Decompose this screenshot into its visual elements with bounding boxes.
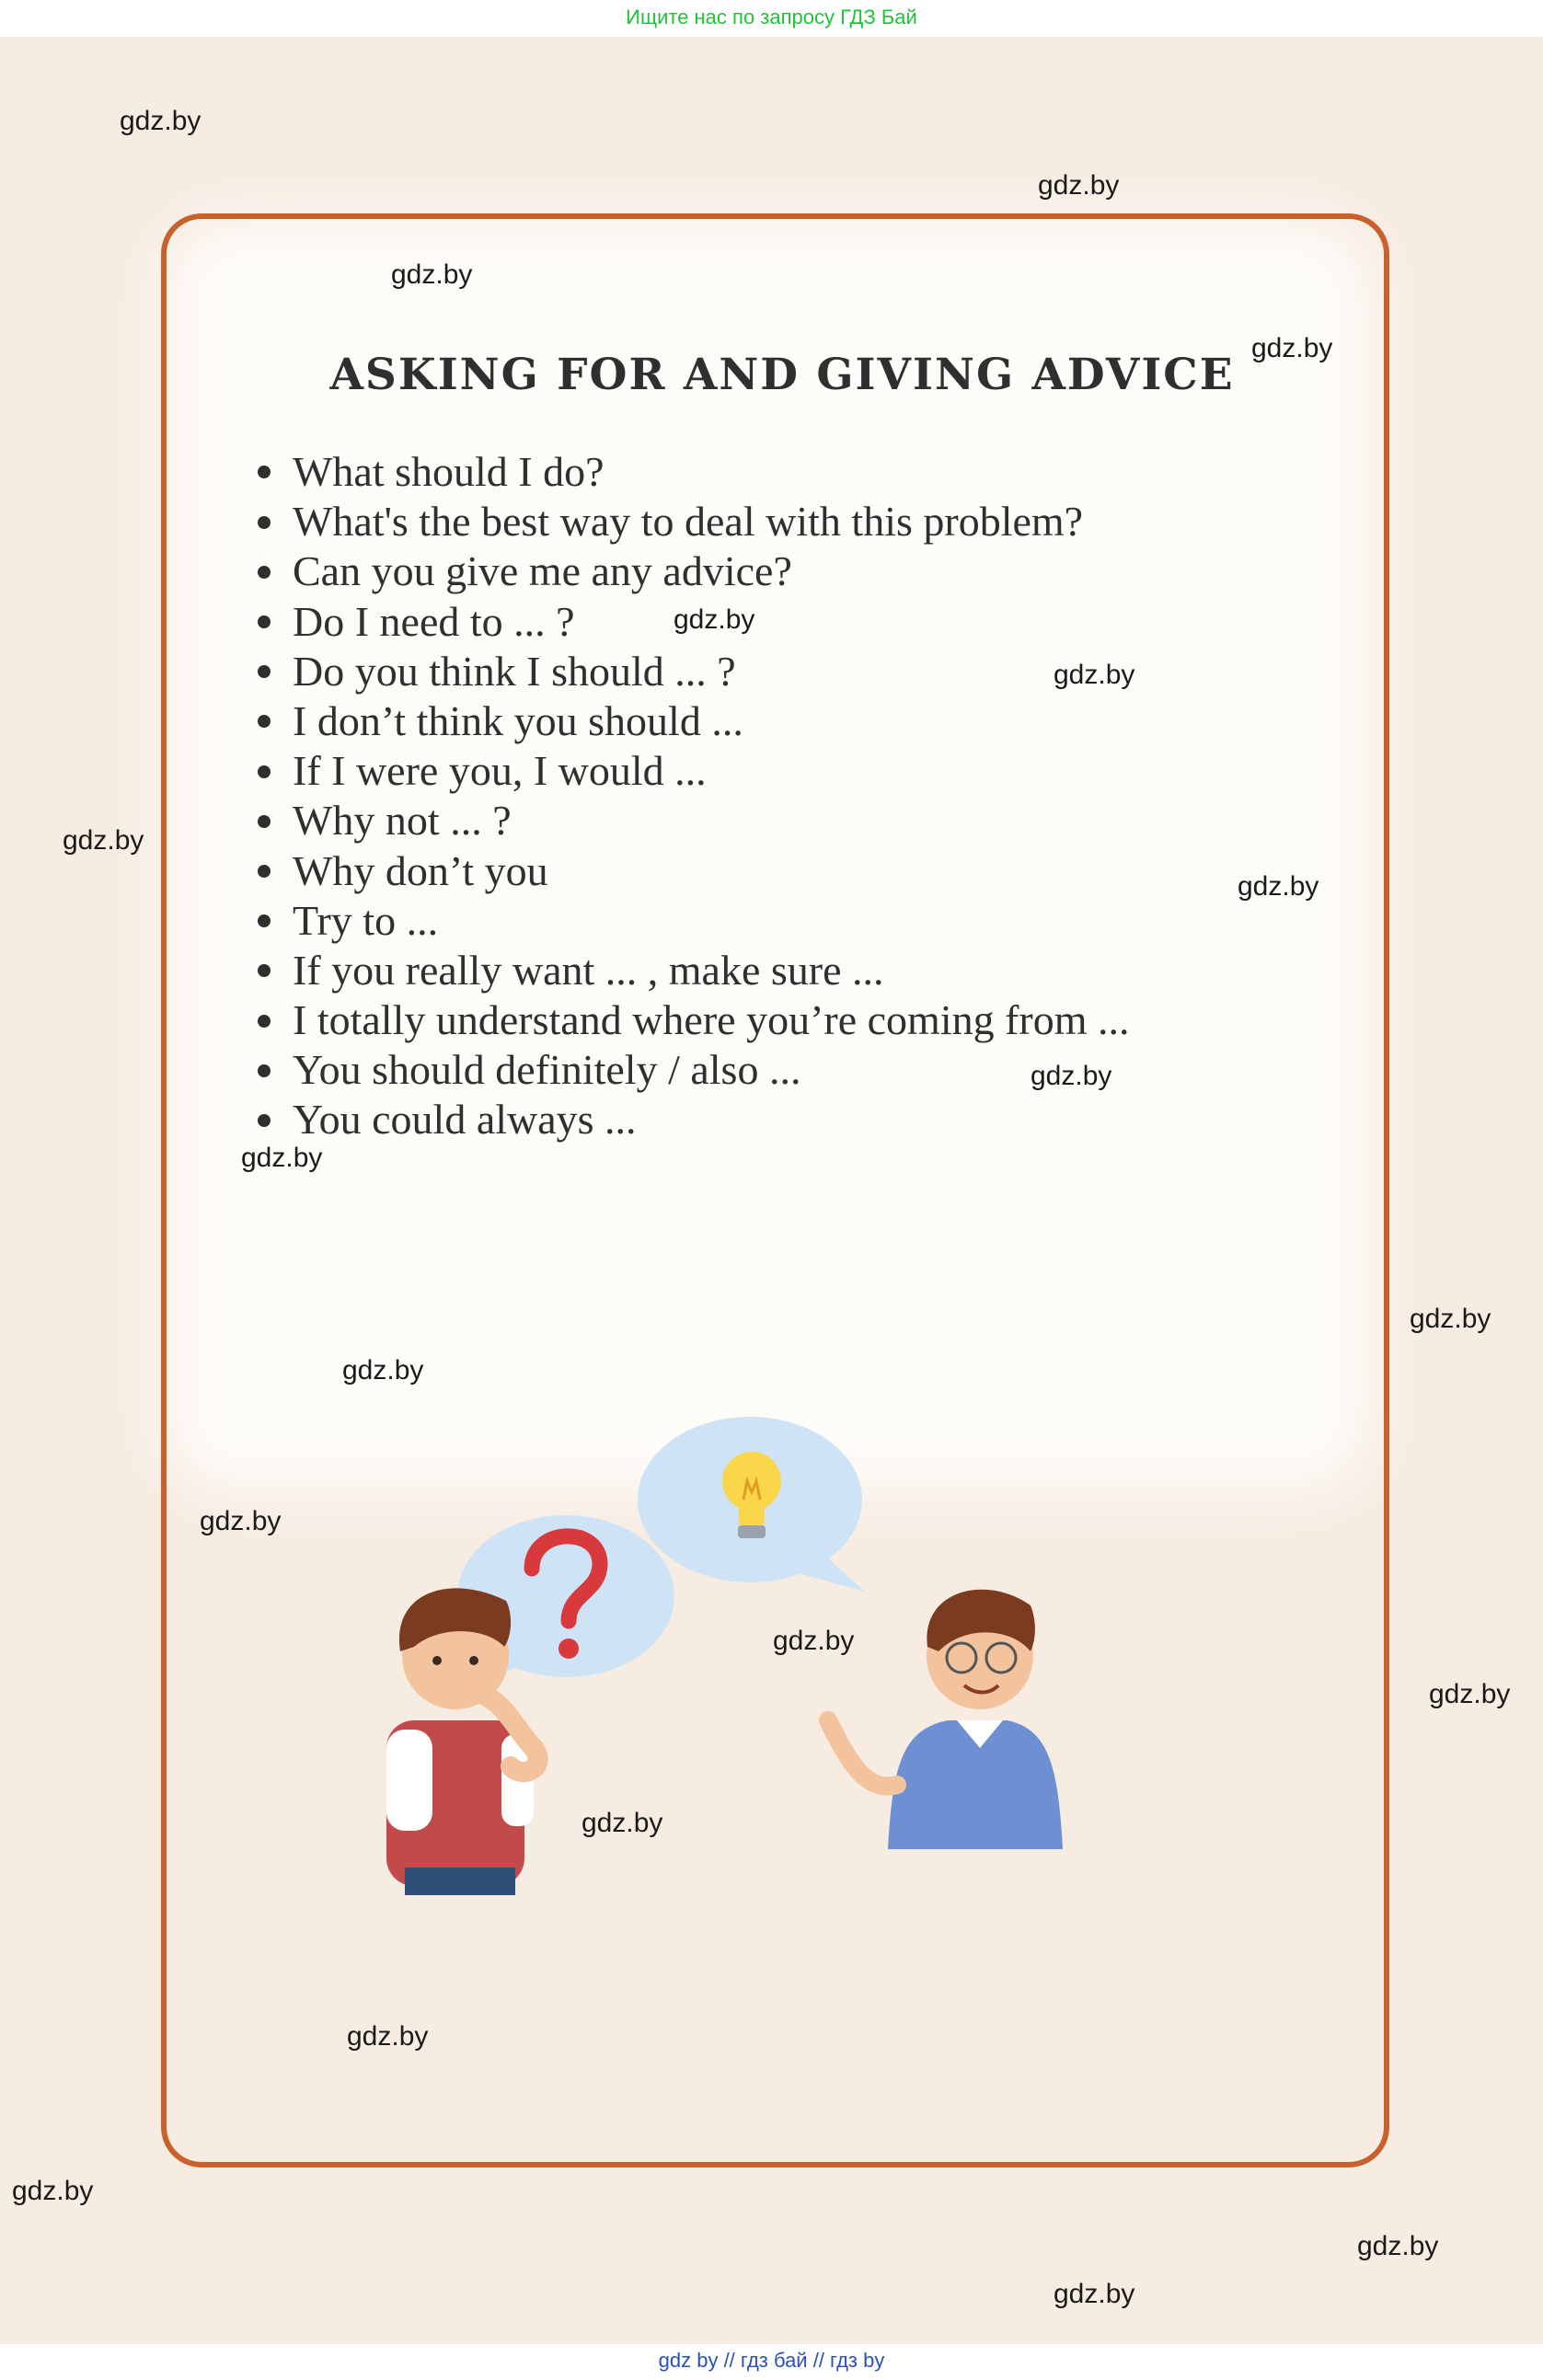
phrase-text: Do you think I should ... ? (293, 647, 736, 695)
bullet-icon (258, 815, 271, 828)
bullet-icon (258, 715, 271, 728)
list-item (258, 647, 1130, 696)
watermark: gdz.by (582, 1808, 663, 1838)
watermark: gdz.by (1054, 2279, 1135, 2309)
bullet-icon (258, 466, 271, 478)
bullet-icon (258, 615, 271, 628)
bullet-icon (258, 964, 271, 977)
phrase-text: If you really want ... , make sure ... (293, 946, 884, 994)
list-item (258, 546, 1130, 596)
top-banner: Ищите нас по запросу ГДЗ Бай (0, 0, 1543, 37)
bottom-banner: gdz by // гдз бай // гдз by (0, 2344, 1543, 2380)
watermark: gdz.by (773, 1626, 855, 1656)
bullet-icon (258, 1064, 271, 1077)
watermark: gdz.by (200, 1506, 282, 1536)
bullet-icon (258, 1015, 271, 1028)
phrase-list (258, 447, 1130, 1145)
bullet-icon (258, 765, 271, 778)
watermark: gdz.by (1031, 1061, 1112, 1091)
list-item (258, 746, 1130, 796)
card-title: ASKING FOR AND GIVING ADVICE (329, 350, 1235, 400)
phrase-text: What's the best way to deal with this problem? (293, 498, 1084, 546)
phrase-text: I totally understand where you’re coming from ... (293, 996, 1130, 1044)
watermark: gdz.by (1429, 1679, 1511, 1709)
list-item (258, 497, 1130, 546)
phrase-text: Can you give me any advice? (293, 547, 792, 595)
watermark: gdz.by (1054, 660, 1135, 690)
bullet-icon (258, 665, 271, 678)
watermark: gdz.by (674, 604, 755, 635)
watermark: gdz.by (241, 1143, 323, 1173)
phrase-text: Why don’t you (293, 846, 548, 894)
list-item (258, 896, 1130, 946)
list-item (258, 696, 1130, 746)
watermark: gdz.by (347, 2021, 429, 2052)
advice-illustration (350, 1417, 1141, 1914)
phrase-text: You should definitely / also ... (293, 1046, 801, 1094)
watermark: gdz.by (1410, 1304, 1491, 1334)
list-item (258, 796, 1130, 845)
list-item (258, 995, 1130, 1045)
list-item (258, 846, 1130, 896)
bullet-icon (258, 516, 271, 529)
idea-bubble (638, 1417, 865, 1592)
phrase-text: I don’t think you should ... (293, 696, 743, 744)
watermark: gdz.by (12, 2176, 94, 2206)
watermark: gdz.by (1357, 2231, 1439, 2261)
phrase-text: Try to ... (293, 896, 439, 944)
phrase-text: If I were you, I would ... (293, 747, 707, 795)
bullet-icon (258, 566, 271, 579)
watermark: gdz.by (342, 1355, 424, 1385)
watermark: gdz.by (1038, 170, 1120, 201)
watermark: gdz.by (120, 106, 202, 136)
list-item (258, 1045, 1130, 1095)
watermark: gdz.by (391, 259, 473, 290)
list-item (258, 946, 1130, 995)
watermark: gdz.by (63, 825, 144, 856)
bullet-icon (258, 865, 271, 878)
phrase-text: Do I need to ... ? (293, 597, 575, 645)
bullet-icon (258, 914, 271, 927)
advising-man (828, 1590, 1063, 1849)
phrase-text: Why not ... ? (293, 797, 512, 845)
phrase-text: What should I do? (293, 448, 605, 495)
watermark: gdz.by (1238, 871, 1319, 902)
list-item (258, 1095, 1130, 1144)
phrase-text: You could always ... (293, 1096, 637, 1144)
bullet-icon (258, 1114, 271, 1127)
list-item (258, 447, 1130, 497)
watermark: gdz.by (1251, 333, 1333, 363)
